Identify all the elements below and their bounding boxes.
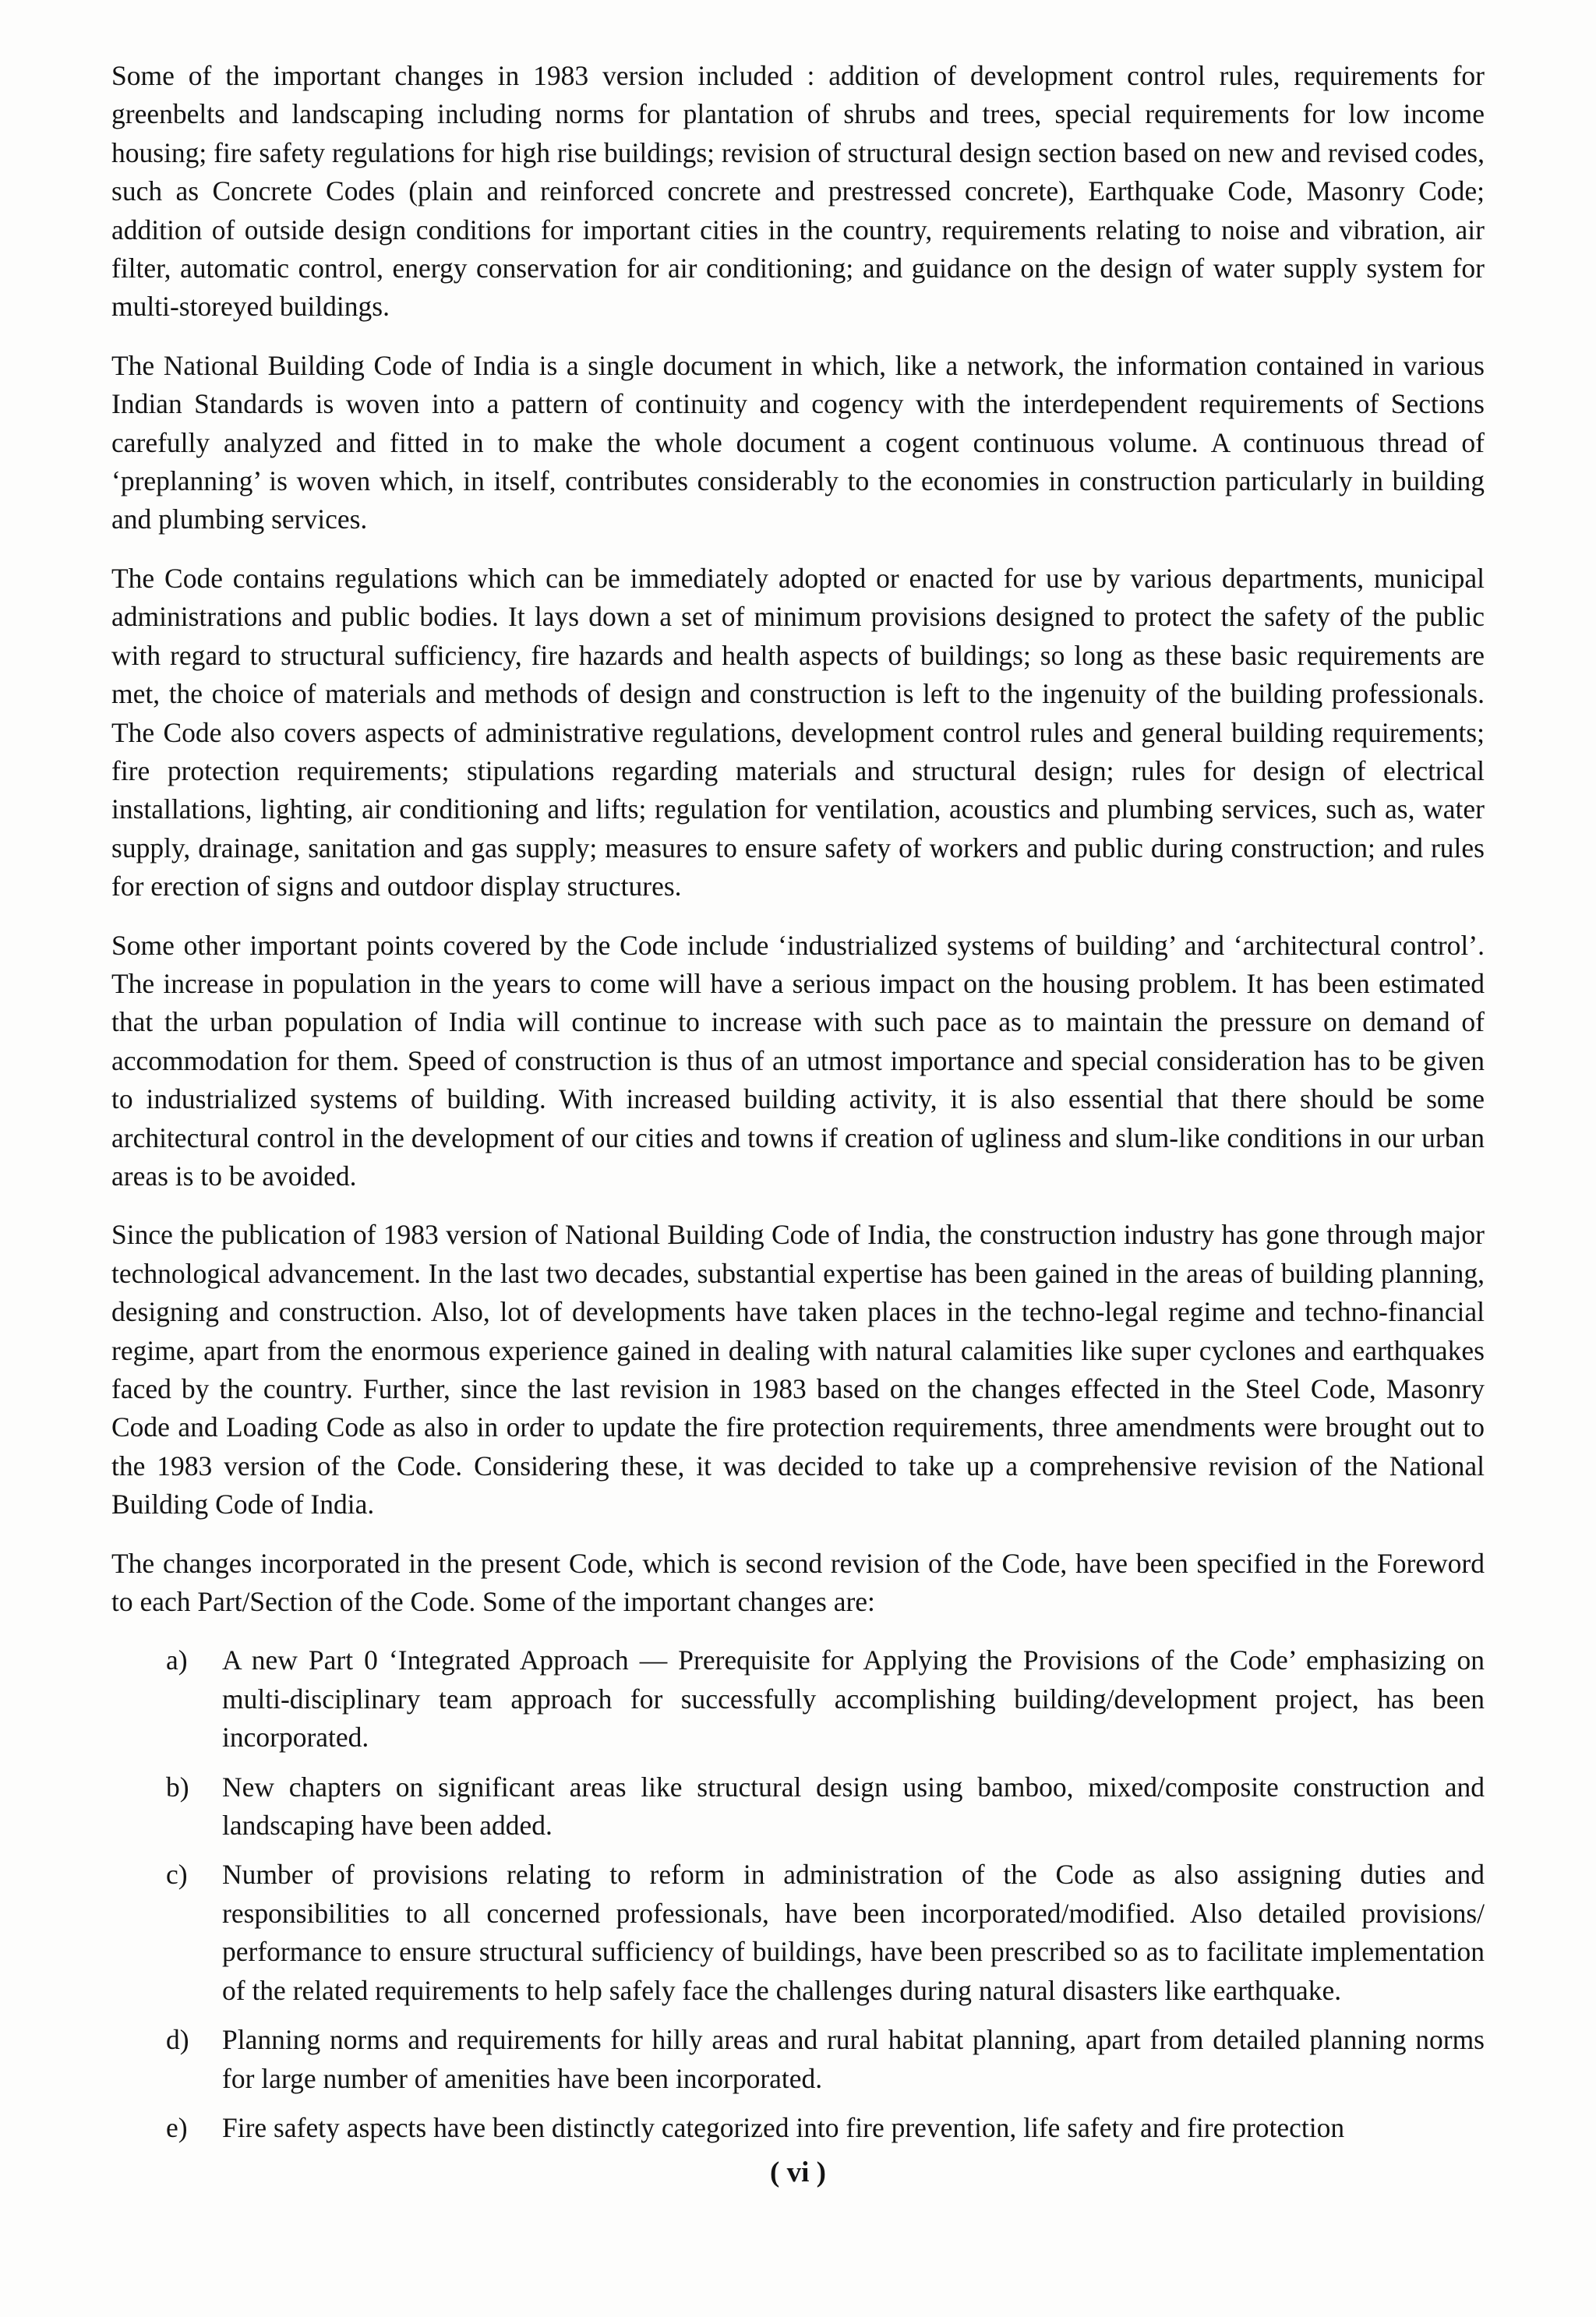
paragraph-single-document: The National Building Code of India is a single document in which, like a network, the information contained in various Indian Standards is woven into a pattern of continuity and cogency with the interdependent requirements of Sections carefully analyzed and fitted in to make the whole document a cogent continuous volume. A continuous thread of ‘preplanning’ is woven which, in itself, contributes considerably to the economies in construction particularly in building and plumbing services.	[111, 349, 1485, 535]
list-item-text: Fire safety aspects have been distinctly categorized into fire prevention, life safety and fire protection	[222, 2111, 1345, 2143]
paragraph-since-1983: Since the publication of 1983 version of National Building Code of India, the construction industry has gone through major technological advancement. In the last two decades, substantial expertise has been gained in the areas of building planning, designing and construction. Also, lot of developments have taken places in the techno-legal regime and techno-financial regime, apart from the enormous experience gained in dealing with natural calamities like super cyclones and earthquakes faced by the country. Further, since the last revision in 1983 based on the changes effected in the Steel Code, Masonry Code and Loading Code as also in order to update the fire protection requirements, three amendments were brought out to the 1983 version of the Code. Considering these, it was decided to take up a comprehensive revision of the National Building Code of India.	[111, 1219, 1485, 1521]
list-item	[111, 2109, 1485, 2147]
list-item-label: c)	[166, 1859, 188, 1891]
paragraph-industrialized-systems: Some other important points covered by the Code include ‘industrialized systems of building’ and ‘architectural control’. The increase in population in the years to come will have a serious impact on the housing problem. It has been estimated that the urban population of India will continue to increase with such pace as to maintain the pressure on demand of accommodation for them. Speed of construction is thus of an utmost importance and special consideration has to be given to industrialized systems of building. With increased building activity, it is also essential that there should be some architectural control in the development of our cities and towns if creation of ugliness and slum-like conditions in our urban areas is to be avoided.	[111, 929, 1485, 1192]
page-number: ( vi )	[770, 2156, 826, 2188]
list-item-label: d)	[166, 2024, 189, 2056]
list-item-label: e)	[166, 2111, 188, 2143]
list-item-label: a)	[166, 1644, 188, 1676]
list-item	[111, 2021, 1485, 2098]
list-item	[111, 1641, 1485, 1757]
list-item	[111, 1856, 1485, 2010]
list-item-label: b)	[166, 1771, 189, 1803]
page-body	[111, 57, 1485, 2158]
paragraph-1983-changes: Some of the important changes in 1983 version included : addition of development control rules, requirements for greenbelts and landscaping including norms for plantation of shrubs and trees, special requirements for low income housing; fire safety regulations for high rise buildings; revision of structural design section based on new and revised codes, such as Concrete Codes (plain and reinforced concrete and prestressed concrete), Earthquake Code, Masonry Code; addition of outside design conditions for important cities in the country, requirements relating to noise and vibration, air filter, automatic control, energy conservation for air conditioning; and guidance on the design of water supply system for multi-storeyed buildings.	[111, 60, 1485, 323]
paragraph-changes-intro: The changes incorporated in the present Code, which is second revision of the Code, have been specified in the Foreword to each Part/Section of the Code. Some of the important changes are:	[111, 1547, 1485, 1618]
list-item	[111, 1768, 1485, 1845]
paragraph-code-regulations: The Code contains regulations which can be immediately adopted or enacted for use by various departments, municipal administrations and public bodies. It lays down a set of minimum provisions designed to protect the safety of the public with regard to structural sufficiency, fire hazards and health aspects of buildings; so long as these basic requirements are met, the choice of materials and methods of design and construction is left to the ingenuity of the building professionals. The Code also covers aspects of administrative regulations, development control rules and general building requirements; fire protection requirements; stipulations regarding materials and structural design; rules for design of electrical installations, lighting, air conditioning and lifts; regulation for ventilation, acoustics and plumbing services, such as, water supply, drainage, sanitation and gas supply; measures to ensure safety of workers and public during construction; and rules for erection of signs and outdoor display structures.	[111, 562, 1485, 902]
list-item-text: Planning norms and requirements for hilly areas and rural habitat planning, apart from detailed planning norms for large number of amenities have been incorporated.	[222, 2024, 1485, 2094]
list-item-text: New chapters on significant areas like structural design using bamboo, mixed/composite construction and landscaping have been added.	[222, 1771, 1485, 1842]
changes-list	[111, 1641, 1485, 2147]
list-item-text: A new Part 0 ‘Integrated Approach — Prerequisite for Applying the Provisions of the Code’ emphasizing on multi-disciplinary team approach for successfully accomplishing building/development project, has been incorporated.	[222, 1644, 1485, 1754]
list-item-text: Number of provisions relating to reform in administration of the Code as also assigning duties and responsibilities to all concerned professionals, have been incorporated/modified. Also detailed provisions/ performance to ensure structural sufficiency of buildings, have been prescribed so as to facilitate implementation of the related requirements to help safely face the challenges during natural disasters like earthquake.	[222, 1859, 1485, 2006]
